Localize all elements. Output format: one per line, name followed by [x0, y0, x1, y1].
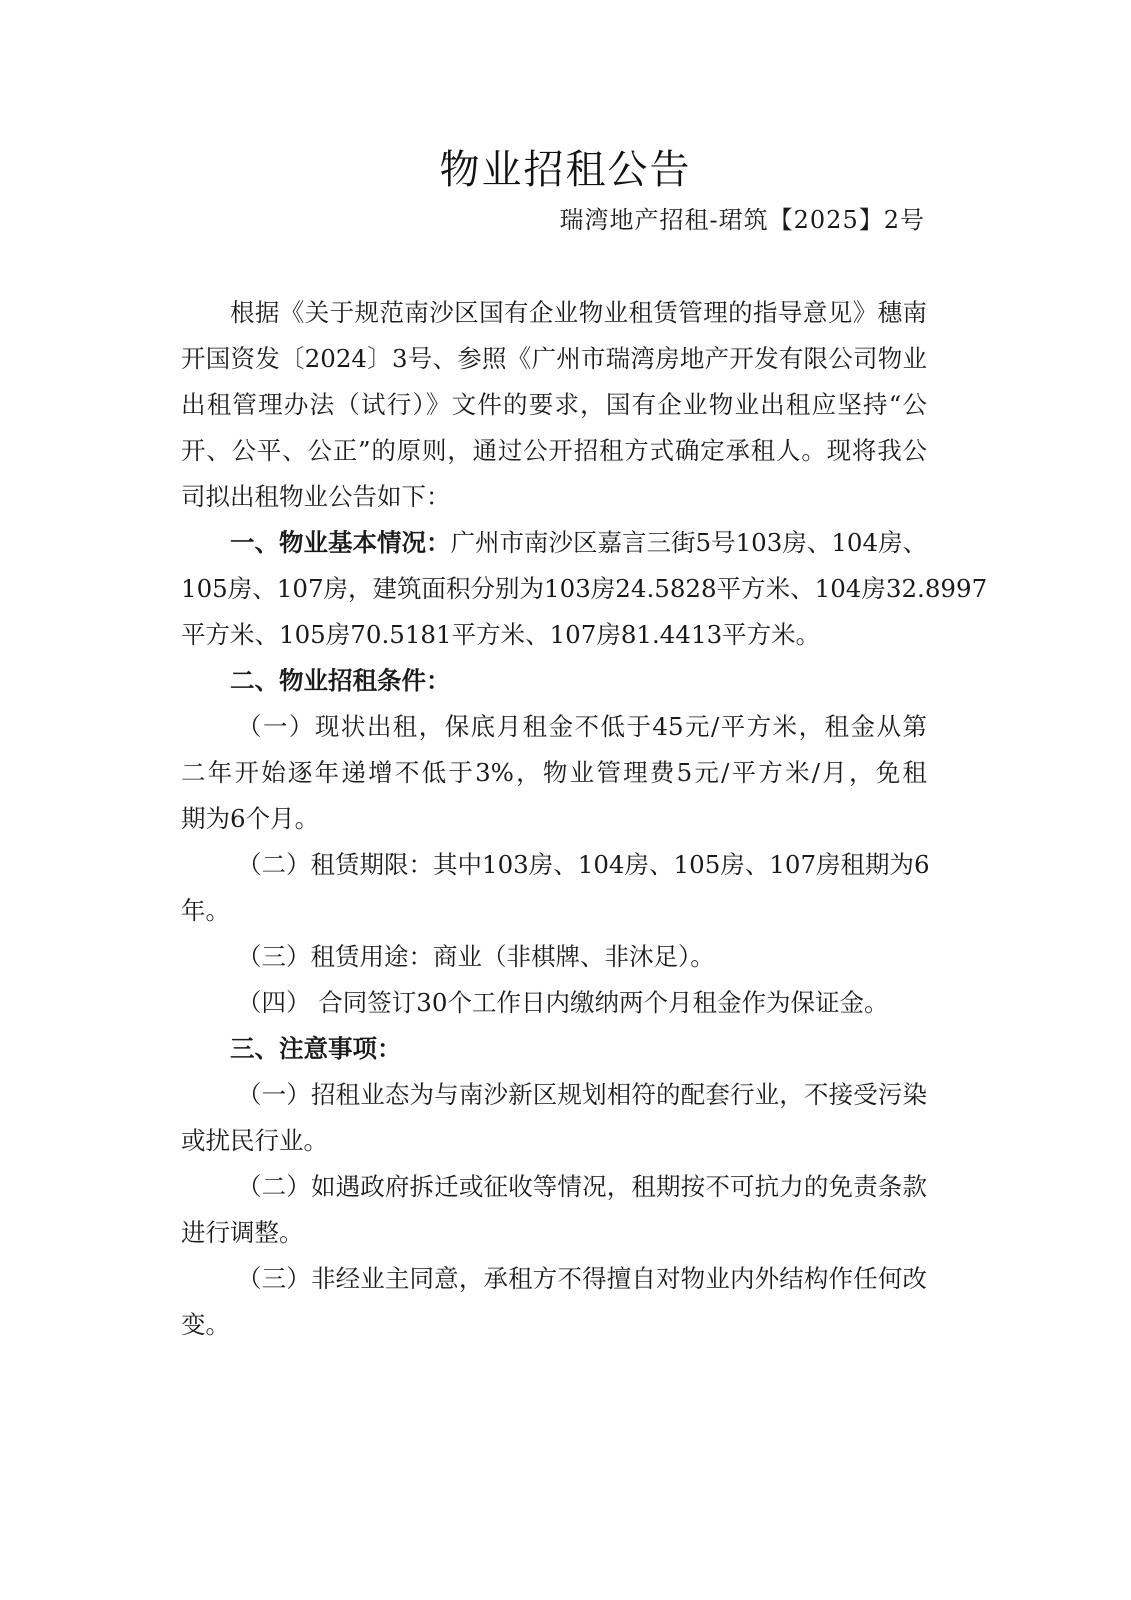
- intro-line: 根据《关于规范南沙区国有企业物业租赁管理的指导意见》穗南: [230, 298, 927, 327]
- section2-item4: （四） 合同签订30个工作日内缴纳两个月租金作为保证金。: [237, 988, 889, 1017]
- section2-item1-line: 期为6个月。: [181, 804, 320, 833]
- section3-item3-line: （三）非经业主同意，承租方不得擅自对物业内外结构作任何改: [237, 1264, 927, 1293]
- document-title: 物业招租公告: [439, 147, 692, 193]
- intro-line: 出租管理办法（试行）》文件的要求，国有企业物业出租应坚持“公: [181, 390, 927, 419]
- section3-item3-line: 变。: [181, 1310, 230, 1339]
- intro-line: 开国资发〔2024〕3号、参照《广州市瑞湾房地产开发有限公司物业: [181, 344, 927, 373]
- section3-heading: 三、注意事项：: [230, 1034, 402, 1063]
- section2-heading: 二、物业招租条件：: [230, 666, 451, 695]
- document-body: [181, 290, 988, 1348]
- section1-first-line: [181, 520, 927, 566]
- section3-item2-line: （二）如遇政府拆迁或征收等情况，租期按不可抗力的免责条款: [237, 1172, 927, 1201]
- section2-item1-line: 二年开始逐年递增不低于3%，物业管理费5元/平方米/月，免租: [181, 758, 927, 787]
- section1-line: 平方米、105房70.5181平方米、107房81.4413平方米。: [181, 620, 821, 649]
- section1-heading: 一、物业基本情况：: [230, 528, 451, 557]
- section1-text: 广州市南沙区嘉言三街5号103房、104房、: [450, 528, 928, 557]
- section3-item1-line: （一）招租业态为与南沙新区规划相符的配套行业，不接受污染: [237, 1080, 927, 1109]
- section3-item2-line: 进行调整。: [181, 1218, 304, 1247]
- section2-item1-line: （一）现状出租，保底月租金不低于45元/平方米，租金从第: [237, 712, 927, 741]
- intro-line: 开、公平、公正”的原则，通过公开招租方式确定承租人。现将我公: [181, 436, 927, 465]
- section1-line: 105房、107房，建筑面积分别为103房24.5828平方米、104房32.8997: [181, 574, 988, 603]
- document-number: 瑞湾地产招租-珺筑【2025】2号: [559, 206, 925, 234]
- intro-line: 司拟出租物业公告如下：: [181, 482, 451, 511]
- section2-item2-line: 年。: [181, 896, 230, 925]
- section2-item3: （三）租赁用途：商业（非棋牌、非沐足）。: [237, 942, 715, 971]
- section2-item2-line: （二）租赁期限：其中103房、104房、105房、107房租期为6: [237, 850, 930, 879]
- section3-item1-line: 或扰民行业。: [181, 1126, 328, 1155]
